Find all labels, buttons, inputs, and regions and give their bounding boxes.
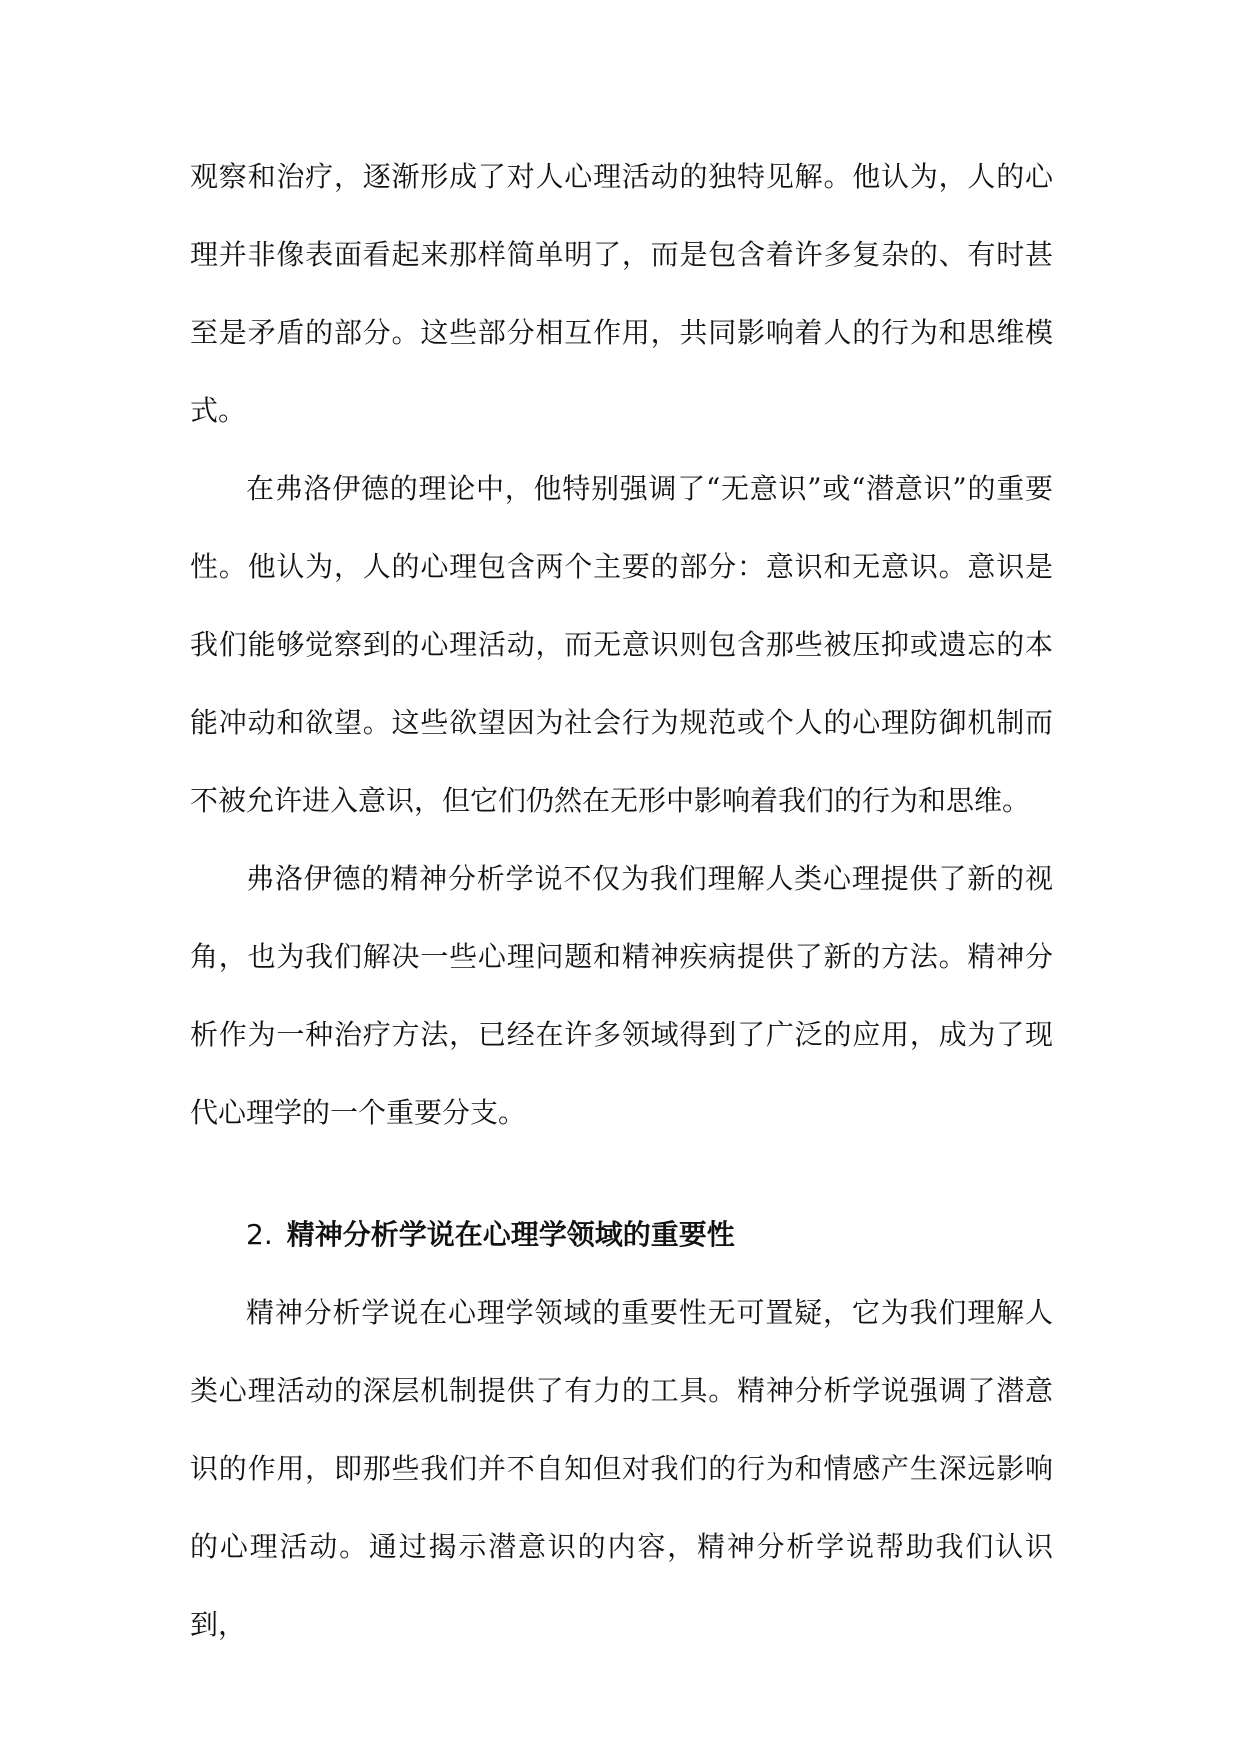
document-body — [190, 138, 1053, 1664]
section-title: 精神分析学说在心理学领域的重要性 — [286, 1218, 735, 1251]
section-number: 2. — [246, 1218, 273, 1251]
paragraph-importance: 精神分析学说在心理学领域的重要性无可置疑，它为我们理解人类心理活动的深层机制提供了有力的工具。精神分析学说强调了潜意识的作用，即那些我们并不自知但对我们的行为和情感产生深远影响的心理活动。通过揭示潜意识的内容，精神分析学说帮助我们认识到， — [190, 1296, 1053, 1641]
paragraph-observation: 观察和治疗，逐渐形成了对人心理活动的独特见解。他认为，人的心理并非像表面看起来那样简单明了，而是包含着许多复杂的、有时甚至是矛盾的部分。这些部分相互作用，共同影响着人的行为和思维模式。 — [190, 160, 1053, 427]
section-heading — [190, 1196, 1053, 1274]
paragraph-psychoanalysis-contribution: 弗洛伊德的精神分析学说不仅为我们理解人类心理提供了新的视角，也为我们解决一些心理问题和精神疾病提供了新的方法。精神分析作为一种治疗方法，已经在许多领域得到了广泛的应用，成为了现代心理学的一个重要分支。 — [190, 862, 1053, 1129]
paragraph-unconscious: 在弗洛伊德的理论中，他特别强调了“无意识”或“潜意识”的重要性。他认为，人的心理包含两个主要的部分：意识和无意识。意识是我们能够觉察到的心理活动，而无意识则包含那些被压抑或遗忘的本能冲动和欲望。这些欲望因为社会行为规范或个人的心理防御机制而不被允许进入意识，但它们仍然在无形中影响着我们的行为和思维。 — [190, 472, 1053, 817]
